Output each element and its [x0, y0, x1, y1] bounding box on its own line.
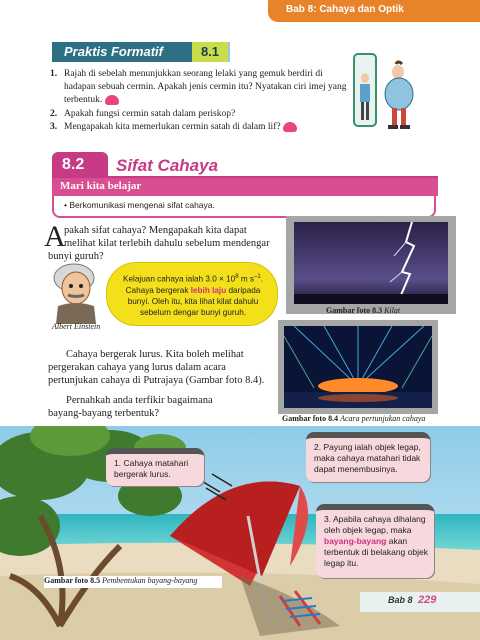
callout-2-text: Payung ialah objek legap, maka cahaya matahari tidak dapat menembusinya. [314, 442, 421, 474]
question-3: 3. Mengapakah kita memerlukan cermin satah di dalam lif? [64, 121, 354, 134]
para1-line-1: Cahaya bergerak lurus. Kita boleh melihat [66, 349, 244, 360]
praktis-title: Praktis Formatif [64, 44, 163, 59]
einstein-illustration [50, 262, 104, 324]
intro-line-3: bunyi guruh? [48, 251, 104, 262]
section-number-tab: 8.2 [52, 152, 108, 178]
lightning-photo [294, 222, 448, 304]
praktis-formatif-banner [52, 42, 230, 62]
page-footer [360, 592, 480, 612]
photo3-caption: Gambar foto 8.5 Pembentukan bayang-bayang [44, 576, 222, 588]
einstein-caption: Albert Einstein [52, 322, 101, 331]
bubble-text: Kelajuan cahaya ialah $3.0 \times 10^8$ m $s^{-1}$. Cahaya bergerak lebih laju daripada bunyi. Oleh itu, kita lihat kilat dahulu sebelum dengar bunyi guruh. [123, 274, 263, 317]
callout-2: 2. Payung ialah objek legap, maka cahaya matahari tidak dapat menembusinya. [306, 432, 430, 482]
bubble-highlight: lebih laju [190, 285, 227, 295]
callout-3: 3. Apabila cahaya dihalang oleh objek legap, maka bayang-bayang akan terbentuk di belakang objek legap itu. [316, 504, 434, 578]
learn-item: • Berkomunikasi mengenai sifat cahaya. [64, 200, 215, 210]
chapter-tab [268, 0, 480, 22]
chapter-title: Bab 8: Cahaya dan Optik [286, 4, 404, 15]
drop-cap: A [44, 220, 66, 253]
para2-line-1: Pernahkah anda terfikir bagaimana [66, 395, 213, 406]
question-2-text: Apakah fungsi cermin satah dalam periskop? [64, 109, 236, 119]
question-3-text: Mengapakah kita memerlukan cermin satah di dalam lif? [64, 122, 281, 132]
intro-line-2: melihat kilat terlebih dahulu sebelum mendengar [64, 238, 270, 249]
question-1: 1. Rajah di sebelah menunjukkan seorang lelaki yang gemuk berdiri di hadapan sebuah cermin. Apakah jenis cermin itu? Nyatakan ciri imej yang terbentuk. [50, 69, 347, 105]
photo2-caption: Gambar foto 8.4 Acara pertunjukan cahaya [282, 414, 426, 423]
intro-line-1: pakah sifat cahaya? Mengapakah kita dapat [64, 225, 247, 236]
question-1-text: Rajah di sebelah menunjukkan seorang lelaki yang gemuk berdiri di hadapan sebuah cermin. Apakah jenis cermin itu? Nyatakan ciri imej yang terbentuk. [64, 69, 347, 105]
para1-line-3: pertunjukan cahaya di Putrajaya (Gambar foto 8.4). [48, 375, 265, 386]
man-mirror-illustration [352, 50, 420, 130]
callout-3-highlight: bayang-bayang [324, 536, 387, 546]
speech-bubble [106, 262, 278, 326]
learn-bar: Mari kita belajar [52, 178, 438, 196]
learn-objectives-box [52, 196, 436, 218]
para1-line-2: pergerakan cahaya yang lurus dalam acara [48, 362, 226, 373]
para2-line-2: bayang-bayang terbentuk? [48, 408, 160, 419]
photo1-caption: Gambar foto 8.3 Kilat [326, 306, 401, 315]
section-title: Sifat Cahaya [116, 156, 219, 175]
praktis-number: 8.1 [192, 42, 228, 62]
question-2: 2. Apakah fungsi cermin satah dalam periskop? [50, 109, 236, 119]
brain-icon [283, 122, 297, 132]
callout-1: 1. Cahaya matahari bergerak lurus. [106, 448, 204, 486]
callout-1-text: Cahaya matahari bergerak lurus. [114, 458, 189, 479]
page-number: 229 [418, 594, 437, 606]
footer-chapter: Bab 8 [388, 595, 413, 605]
brain-icon [105, 95, 119, 105]
light-show-photo [284, 326, 432, 408]
